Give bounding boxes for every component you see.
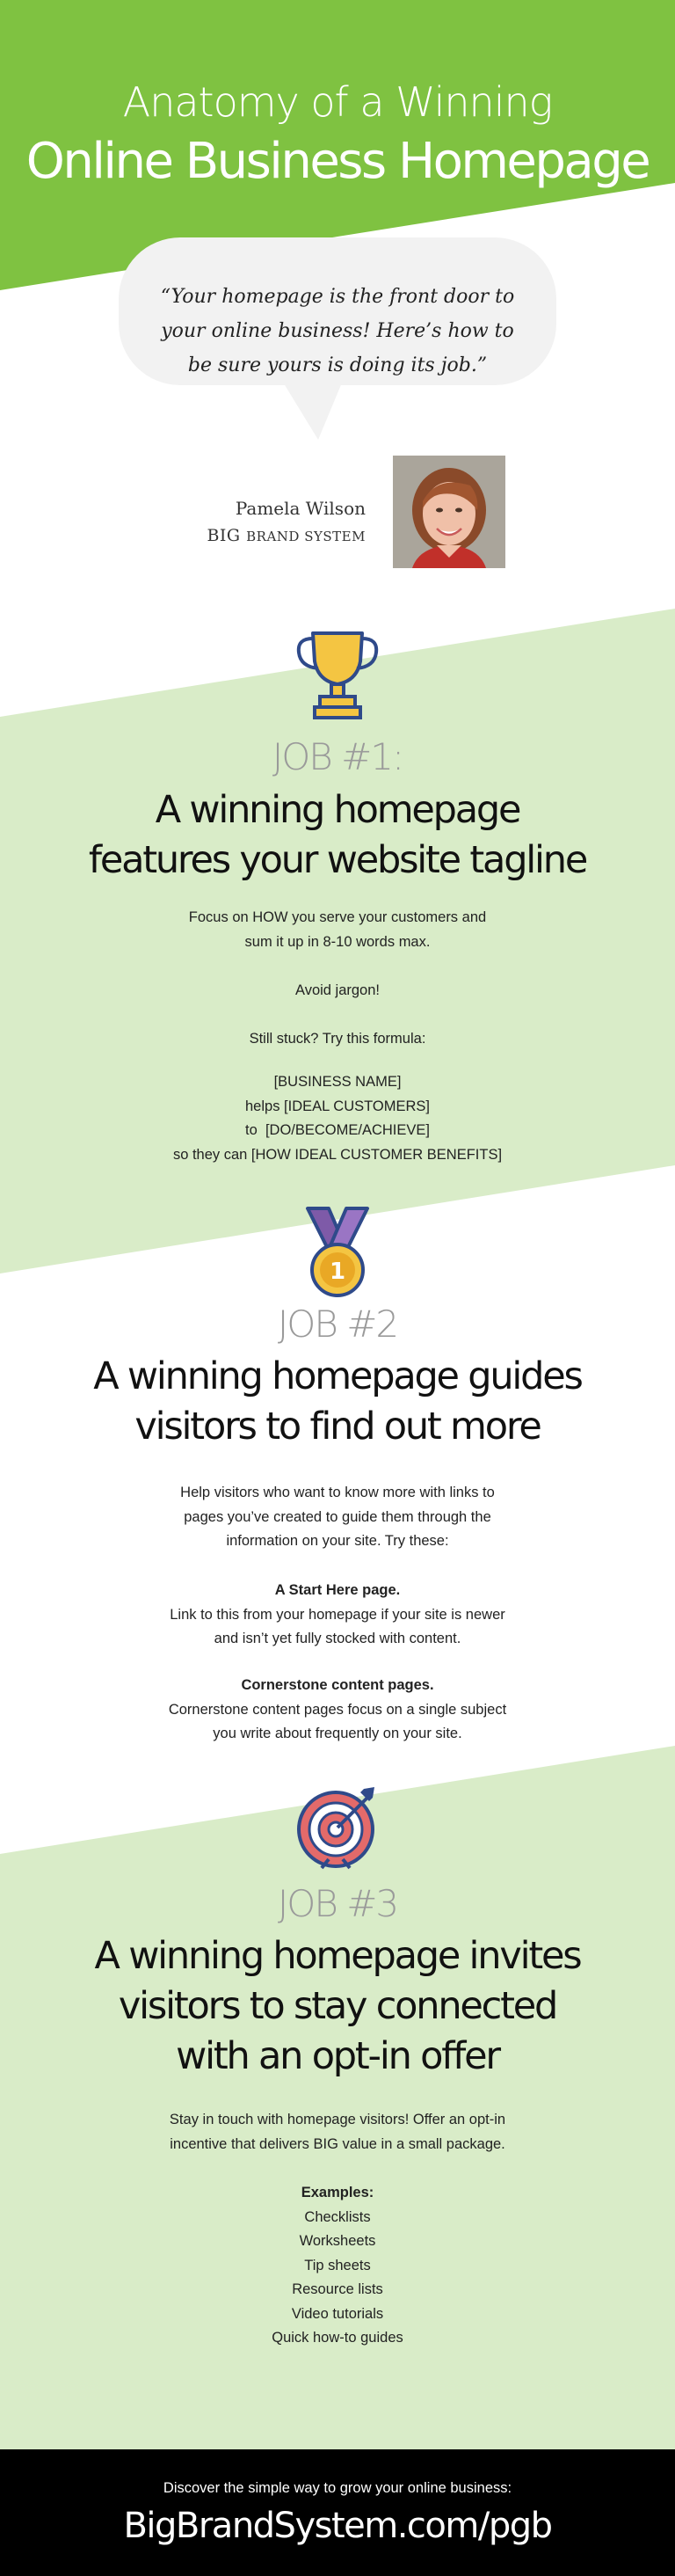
job3-heading-line: visitors to stay connected (118, 1984, 557, 2028)
text-line: Cornerstone content pages focus on a single subject (168, 1701, 507, 1718)
job1-paragraph (74, 1027, 601, 1052)
job1-paragraph (74, 906, 601, 954)
item-title: A Start Here page. (274, 1582, 401, 1598)
text-line: information on your site. Try these: (226, 1533, 449, 1549)
list-item: Checklists (304, 2208, 371, 2225)
text-line: you write about frequently on your site. (213, 1726, 462, 1741)
medal-number: 1 (329, 1259, 346, 1285)
text-line: pages you’ve created to guide them through the (184, 1508, 491, 1525)
list-item: Video tutorials (291, 2305, 384, 2322)
list-item: Tip sheets (304, 2257, 371, 2273)
job2-heading-line: visitors to find out more (134, 1405, 541, 1449)
quote-line: your online business! Here’s how to (161, 320, 514, 342)
job2-label: JOB #2 (277, 1303, 398, 1346)
medal-icon (294, 1205, 381, 1302)
job2-heading (0, 1352, 675, 1452)
item-title: Cornerstone content pages. (241, 1677, 434, 1693)
list-item: Worksheets (299, 2233, 376, 2249)
job2-heading-line: A winning homepage guides (93, 1354, 582, 1398)
text-line: and isn’t yet fully stocked with content. (214, 1631, 461, 1646)
job3-heading (0, 1931, 675, 2082)
text-line: Avoid jargon! (294, 982, 380, 998)
job1-heading (0, 785, 675, 886)
quote-line: “Your homepage is the front door to (160, 286, 515, 308)
author-avatar (393, 456, 505, 568)
text-line: Still stuck? Try this formula: (249, 1031, 426, 1047)
footer-url-link[interactable]: BigBrandSystem.com/pgb (123, 2506, 552, 2546)
page-title-line1: Anatomy of a Winning (122, 78, 553, 126)
target-icon (294, 1780, 381, 1877)
page-title-line2: Online Business Homepage (25, 133, 650, 190)
text-line: so they can [HOW IDEAL CUSTOMER BENEFITS] (172, 1146, 503, 1163)
list-item: Quick how-to guides (272, 2330, 403, 2346)
quote-line: be sure yours is doing its job.” (187, 354, 488, 376)
examples-title: Examples: (301, 2185, 374, 2200)
job3-heading-line: with an opt-in offer (176, 2034, 499, 2078)
job2-item-cornerstone (74, 1674, 601, 1747)
text-line: [BUSINESS NAME] (273, 1074, 402, 1090)
text-line: incentive that delivers BIG value in a small package. (170, 2135, 505, 2152)
job1-formula (74, 1070, 601, 1167)
text-line: to [DO/BECOME/ACHIEVE] (245, 1122, 430, 1138)
list-item: Resource lists (292, 2281, 383, 2297)
job2-intro (74, 1481, 601, 1554)
author-brand (176, 526, 366, 545)
text-line: sum it up in 8-10 words max. (244, 933, 431, 950)
job3-examples (74, 2181, 601, 2351)
job3-label: JOB #3 (277, 1882, 398, 1925)
trophy-icon (294, 626, 381, 723)
job3-heading-line: A winning homepage invites (94, 1934, 581, 1978)
text-line: Help visitors who want to know more with links to (180, 1485, 495, 1500)
job1-label: JOB #1: (272, 735, 403, 778)
footer-cta: Discover the simple way to grow your online business: (163, 2480, 512, 2496)
job1-heading-line: features your website tagline (88, 838, 587, 882)
text-line: Focus on HOW you serve your customers and (188, 909, 487, 925)
text-line: helps [IDEAL CUSTOMERS] (245, 1098, 430, 1114)
author-brand-first: BIG (207, 526, 241, 545)
job1-heading-line: A winning homepage (155, 788, 520, 832)
job1-paragraph (74, 979, 601, 1003)
text-line: Link to this from your homepage if your site is newer (170, 1606, 505, 1623)
job3-intro (74, 2108, 601, 2156)
job2-item-start-here (74, 1579, 601, 1652)
quote-text (119, 280, 556, 383)
author-brand-rest: BRAND SYSTEM (246, 529, 366, 544)
text-line: Stay in touch with homepage visitors! Offer an opt-in (169, 2112, 506, 2127)
author-name: Pamela Wilson (235, 498, 366, 519)
